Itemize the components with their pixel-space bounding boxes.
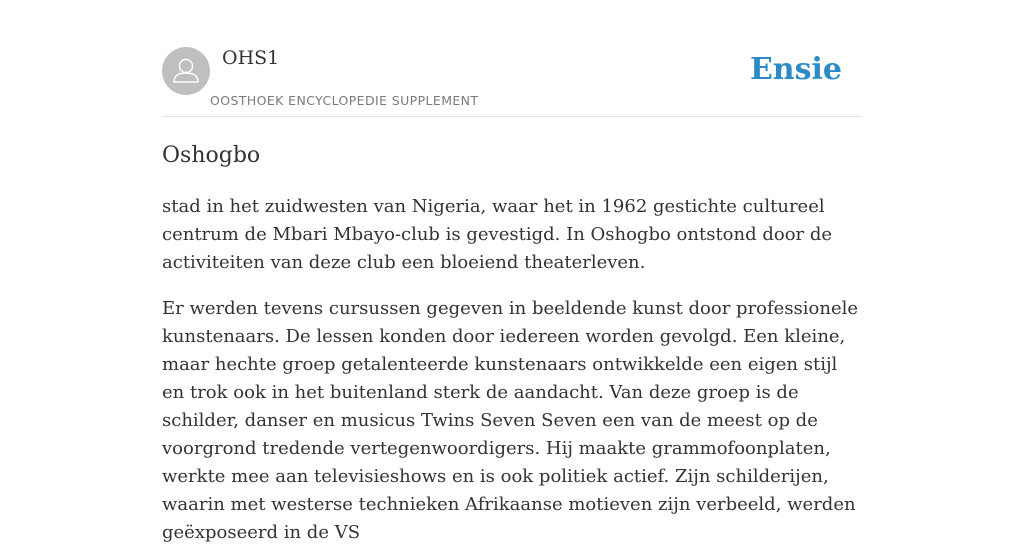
source-label[interactable]: OOSTHOEK ENCYCLOPEDIE SUPPLEMENT: [210, 93, 479, 108]
user-silhouette-icon[interactable]: [162, 47, 210, 95]
article-title: Oshogbo: [162, 143, 261, 168]
author-link[interactable]: OHS1: [222, 47, 280, 69]
article-paragraph-1: stad in het zuidwesten van Nigeria, waar het in 1962 gestichte cultureel centrum de Mbari Mbayo-club is gevestigd. In Oshogbo ontstond door de activiteiten van deze club een bloeiend theaterleven.: [162, 196, 833, 273]
article-paragraph-2: Er werden tevens cursussen gegeven in beeldende kunst door professionele kunstenaars. De lessen konden door iedereen worden gevolgd. Een kleine, maar hechte groep getalenteerde kunstenaars ontwikkelde een eigen stijl en trok ook in het buitenland sterk de aandacht. Van deze groep is de schilder, danser en musicus Twins Seven Seven een van de meest op de voorgrond tredende vertegenwoordigers. Hij maakte grammofoonplaten, werkte mee aan televisieshows en is ook politiek actief. Zijn schilderijen, waarin met westerse technieken Afrikaanse motieven zijn verbeeld, werden geëxposeerd in de VS: [162, 298, 859, 543]
article-page: [162, 0, 862, 547]
brand-logo[interactable]: Ensie: [749, 52, 842, 87]
article-header: [162, 0, 862, 117]
